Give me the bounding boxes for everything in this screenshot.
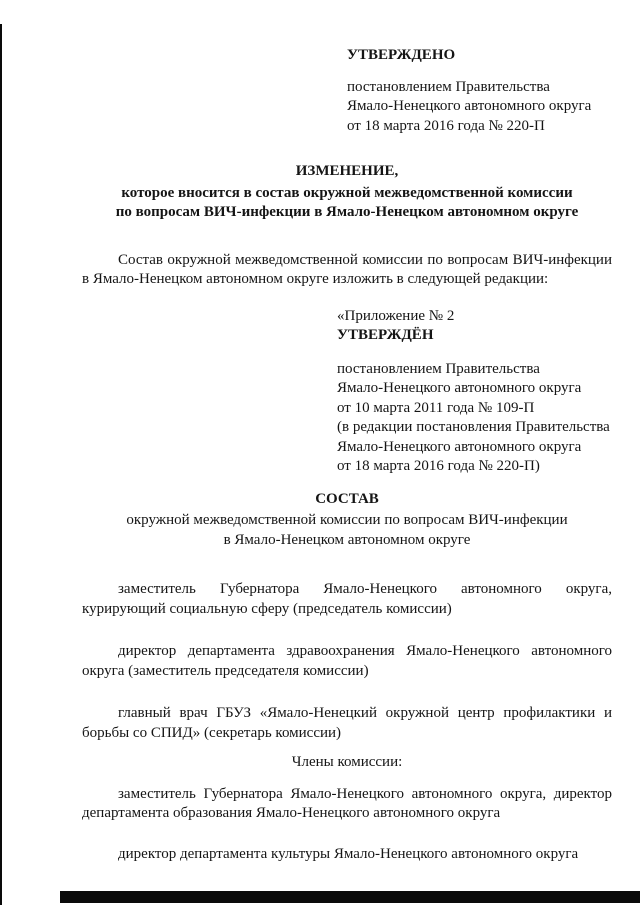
annex-reference-block — [337, 307, 612, 477]
change-subtitle-line: которое вносится в состав окружной межведомственной комиссии — [121, 184, 573, 201]
leadership-paragraph: главный врач ГБУЗ «Ямало-Ненецкий окружной центр профилактики и борьбы со СПИД» (секретарь комиссии) — [82, 705, 612, 741]
annex-reference-line: постановлением Правительства — [337, 360, 540, 377]
member-paragraph: директор департамента культуры Ямало-Ненецкого автономного округа — [118, 845, 579, 862]
annex-reference-line: от 10 марта 2011 года № 109-П — [337, 399, 535, 416]
approval-stamp-line: постановлением Правительства — [347, 78, 550, 95]
annex-reference-line: от 18 марта 2016 года № 220-П) — [337, 458, 540, 474]
change-subtitle-line: по вопросам ВИЧ-инфекции в Ямало-Ненецком автономном округе — [115, 204, 579, 220]
approval-stamp-line: от 18 марта 2016 года № 220-П — [347, 117, 545, 134]
composition-subtitle-line: в Ямало-Ненецком автономном округе — [223, 531, 471, 548]
approval-stamp-line: Ямало-Ненецкого автономного округа — [347, 98, 592, 114]
change-title: ИЗМЕНЕНИЕ, — [295, 163, 399, 179]
scan-artifact-bottom — [60, 891, 640, 903]
composition-subtitle-line: окружной межведомственной комиссии по вопросам ВИЧ-инфекции — [126, 512, 568, 528]
leadership-paragraph: заместитель Губернатора Ямало-Ненецкого автономного округа, курирующий социальную сферу (председатель комиссии) — [82, 581, 612, 617]
annex-opening-line: «Приложение № 2 — [337, 307, 455, 324]
composition-title: СОСТАВ — [315, 490, 379, 507]
annex-reference-line: (в редакции постановления Правительства — [337, 419, 610, 435]
approval-stamp-block — [347, 46, 612, 136]
annex-approved-line: УТВЕРЖДЁН — [337, 327, 434, 343]
approval-stamp-title: УТВЕРЖДЕНО — [347, 47, 456, 63]
leadership-paragraph: директор департамента здравоохранения Ямало-Ненецкого автономного округа (заместитель председателя комиссии) — [82, 643, 612, 679]
members-label: Члены комиссии: — [291, 754, 403, 770]
intro-paragraph: Состав окружной межведомственной комиссии по вопросам ВИЧ-инфекции в Ямало-Ненецком автономном округе изложить в следующей редакции: — [82, 251, 612, 287]
member-paragraph: заместитель Губернатора Ямало-Ненецкого автономного округа, директор департамента образования Ямало-Ненецкого автономного округа — [82, 785, 612, 821]
annex-reference-line: Ямало-Ненецкого автономного округа — [337, 438, 582, 455]
annex-reference-line: Ямало-Ненецкого автономного округа — [337, 380, 582, 396]
